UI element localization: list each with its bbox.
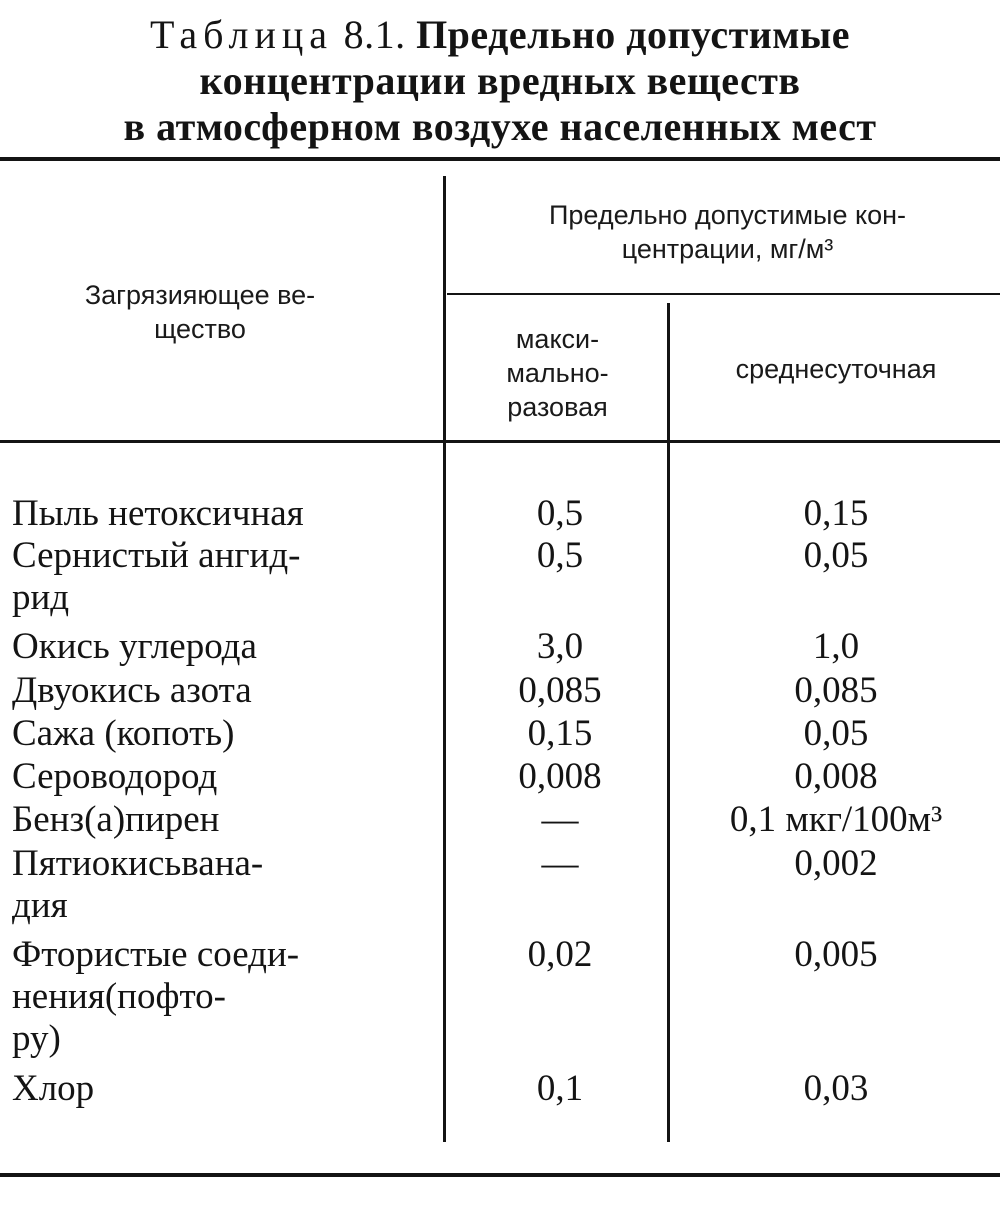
- substance-name-word: нения: [12, 976, 105, 1017]
- table-row-daily-average: 0,15: [803, 493, 869, 534]
- table-row-daily-average: 0,05: [803, 535, 869, 576]
- table-title: [0, 12, 1000, 150]
- table-row-max-single: 0,15: [527, 713, 593, 754]
- title-text-1: Предельно допустимые: [416, 12, 851, 57]
- substance-name-word: фто-: [155, 976, 226, 1017]
- substance-name-line: Сернистый ангид-: [12, 535, 301, 576]
- table-row-max-single: 0,085: [518, 670, 602, 711]
- substance-name-word: (по: [104, 976, 156, 1017]
- substance-name-line: Окись углерода: [12, 626, 257, 667]
- max-single-header-line-3: разовая: [507, 392, 608, 422]
- table-row-substance: [12, 799, 412, 841]
- header-bottom-rule: [0, 440, 1000, 443]
- table-row-substance: [12, 843, 412, 927]
- substance-name-word: вана-: [181, 843, 264, 884]
- substance-name-line: рид: [12, 577, 70, 618]
- substance-name-line: Сажа (копоть): [12, 713, 235, 754]
- table-row-substance: [12, 1068, 412, 1110]
- table-row-daily-average: 0,03: [803, 1068, 869, 1109]
- table-row-daily-average: 0,008: [794, 756, 878, 797]
- daily-average-header: [672, 352, 1000, 386]
- bottom-rule: [0, 1173, 1000, 1177]
- table-row-substance: [12, 535, 412, 619]
- title-line-3: в атмосферном воздухе населенных мест: [123, 104, 877, 149]
- substance-name-line: дия: [12, 885, 68, 926]
- table-row-substance: [12, 626, 412, 668]
- substance-name-word: Пятиокись: [12, 843, 182, 884]
- table-row-max-single: 0,008: [518, 756, 602, 797]
- substance-name-line: Хлор: [12, 1068, 95, 1109]
- title-line-2: концентрации вредных веществ: [199, 58, 801, 103]
- table-row-substance: [12, 493, 412, 535]
- substance-header-line-2: щество: [154, 314, 246, 344]
- table-row-max-single: 0,5: [536, 493, 584, 534]
- table-row-max-single: 3,0: [536, 626, 584, 667]
- table-row-daily-average: 0,085: [794, 670, 878, 711]
- substance-name-line: Бенз(а)пирен: [12, 799, 220, 840]
- substance-header-line-1: Загрязияющее ве-: [84, 280, 316, 310]
- substance-name-line: [12, 976, 412, 1018]
- mpc-group-header-line-1: Предельно допустимые кон-: [548, 200, 907, 230]
- substance-name-line: Двуокись азота: [12, 670, 252, 711]
- table-row-daily-average: 0,1 мкг/100м³: [729, 799, 943, 840]
- table-row-substance: [12, 756, 412, 798]
- table-row-substance: [12, 670, 412, 712]
- mpc-group-header-line-2: центрации, мг/м³: [621, 234, 834, 264]
- substance-name-line: Фтористые соеди-: [12, 934, 300, 975]
- mpc-group-header: [455, 198, 1000, 266]
- table-row-substance: [12, 713, 412, 755]
- table-row-daily-average: 0,002: [794, 843, 878, 884]
- table-row-daily-average: 0,05: [803, 713, 869, 754]
- table-row-substance: [12, 934, 412, 1060]
- subheader-rule: [447, 293, 1000, 295]
- title-line-1: [0, 12, 1000, 58]
- max-single-header: [450, 322, 665, 424]
- top-rule: [0, 157, 1000, 161]
- substance-name-line: Пыль нетоксичная: [12, 493, 304, 534]
- table-row-daily-average: 1,0: [812, 626, 860, 667]
- substance-name-line: ру): [12, 1018, 61, 1059]
- table-row-max-single: 0,1: [536, 1068, 584, 1109]
- table-row-max-single: —: [541, 843, 579, 884]
- substance-name-line: [12, 843, 412, 885]
- max-single-header-line-2: мально-: [506, 358, 609, 388]
- table-row-daily-average: 0,005: [794, 934, 878, 975]
- table-row-max-single: 0,02: [527, 934, 593, 975]
- table-row-max-single: —: [541, 799, 579, 840]
- table-row-max-single: 0,5: [536, 535, 584, 576]
- daily-average-header-text: среднесуточная: [735, 354, 937, 384]
- max-single-header-line-1: макси-: [515, 324, 600, 354]
- title-number: 8.1.: [343, 12, 406, 57]
- substance-name-line: Сероводород: [12, 756, 218, 797]
- substance-header: [40, 278, 360, 346]
- title-lead: Таблица: [149, 12, 334, 57]
